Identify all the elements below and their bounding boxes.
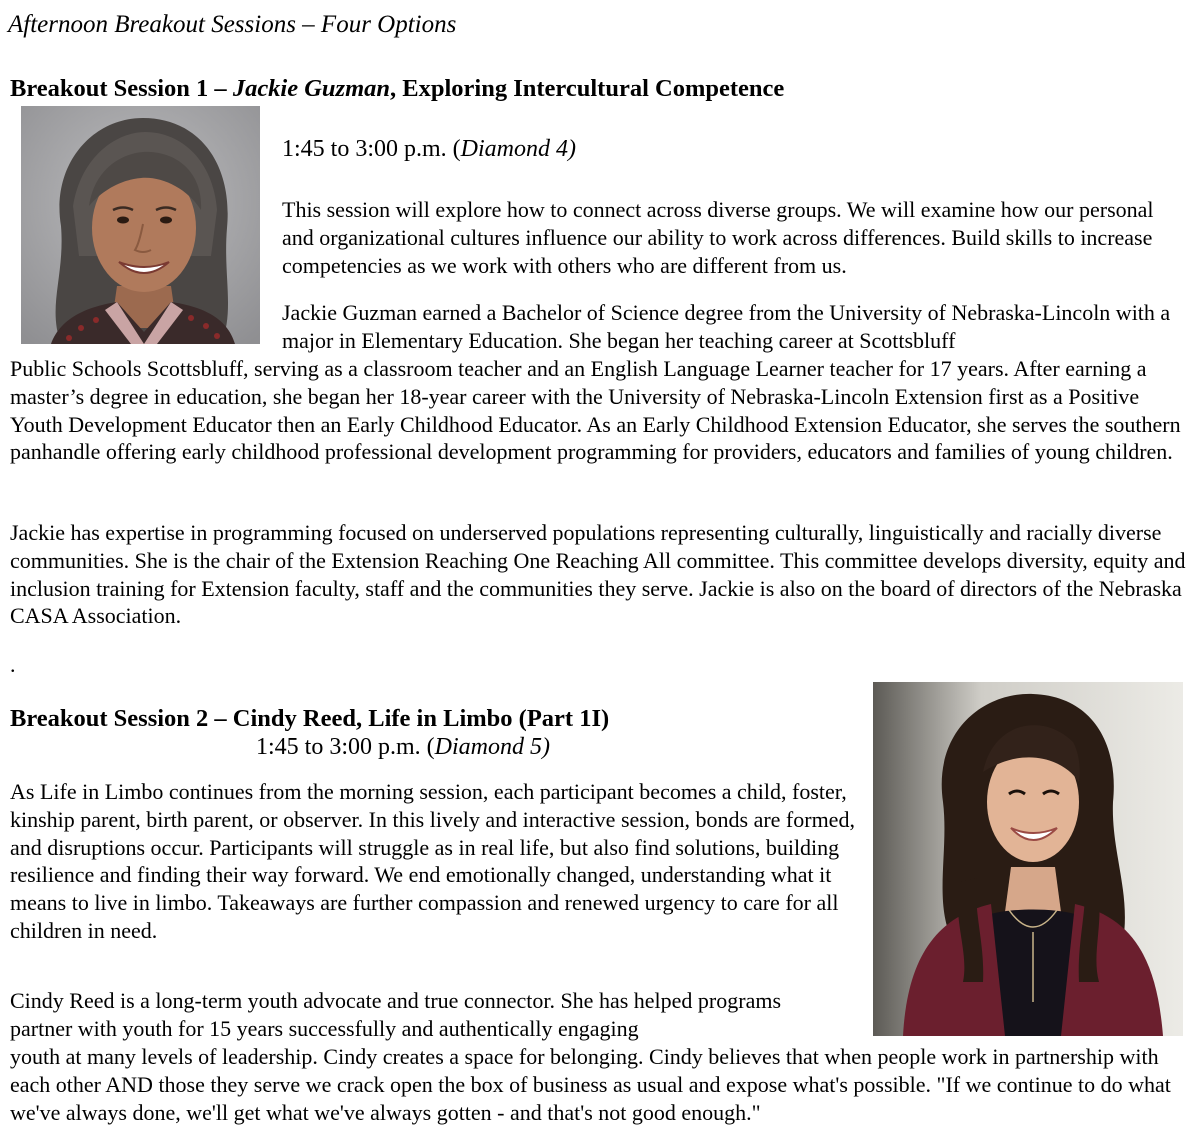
session-2-bio-continued: youth at many levels of leadership. Cindy creates a space for belonging. Cindy believes that when people work in partnership with each other AND those they serve we crack open the box of business as usual and expose what's possible. "If we continue to do what we've always done, we'll get what we've always gotten - and that's not good enough." (10, 1044, 1171, 1125)
page-heading: Afternoon Breakout Sessions – Four Options (8, 11, 457, 38)
session-1-room: Diamond 4) (460, 136, 576, 162)
session-1-time (282, 136, 576, 163)
session-1-description: This session will explore how to connect across diverse groups. We will examine how our personal and organizational cultures influence our ability to work across differences. Build skills to increase competencies as we work with others who are different from us. (282, 197, 1154, 278)
cindy-reed-photo (873, 682, 1183, 1036)
session-1-title (10, 75, 784, 103)
jackie-guzman-portrait-icon (21, 106, 260, 344)
session-2-room: Diamond 5) (434, 734, 550, 760)
session-2-description: As Life in Limbo continues from the morning session, each participant becomes a child, foster, kinship parent, birth parent, or observer. In this lively and interactive session, bonds are formed, and disruptions occur. Participants will struggle as in real life, but also find solutions, building resilience and finding their way forward. We end emotionally changed, understanding what it means to live in limbo. Takeaways are further compassion and renewed urgency to care for all children in need. (10, 779, 855, 943)
session-1-bio-continued: Public Schools Scottsbluff, serving as a classroom teacher and an English Language Learner teacher for 17 years. After earning a master’s degree in education, she began her 18-year career with the University of Nebraska-Lincoln Extension first as a Positive Youth Development Educator then an Early Childhood Educator. As an Early Childhood Extension Educator, she serves the southern panhandle offering early childhood professional development programming for providers, educators and families of young children. (10, 356, 1181, 465)
cindy-reed-portrait-icon (873, 682, 1183, 1036)
session-1-time-text: 1:45 to 3:00 p.m. ( (282, 136, 461, 162)
jackie-guzman-photo (21, 106, 260, 344)
session-1-bio-2: Jackie has expertise in programming focused on underserved populations representing culturally, linguistically and racially diverse communities. She is the chair of the Extension Reaching One Reaching All committee. This committee develops diversity, equity and inclusion training for Extension faculty, staff and the communities they serve. Jackie is also on the board of directors of the Nebraska CASA Association. (10, 520, 1186, 629)
session-2-bio-lead: Cindy Reed is a long-term youth advocate and true connector. She has helped programs partner with youth for 15 years successfully and authentically engaging (10, 988, 782, 1041)
session-2-time-text: 1:45 to 3:00 p.m. ( (256, 734, 435, 760)
session-1-title-suffix: , Exploring Intercultural Competence (390, 75, 785, 102)
session-2-time (256, 734, 550, 761)
session-1-title-prefix: Breakout Session 1 – (10, 75, 233, 102)
stray-dot: . (10, 652, 16, 677)
session-1-bio-lead: Jackie Guzman earned a Bachelor of Science degree from the University of Nebraska-Lincoln with a major in Elementary Education. She began her teaching career at Scottsbluff (282, 300, 1171, 353)
session-2-title: Breakout Session 2 – Cindy Reed, Life in Limbo (Part 1I) (10, 705, 610, 732)
session-1-presenter: Jackie Guzman (232, 75, 391, 102)
